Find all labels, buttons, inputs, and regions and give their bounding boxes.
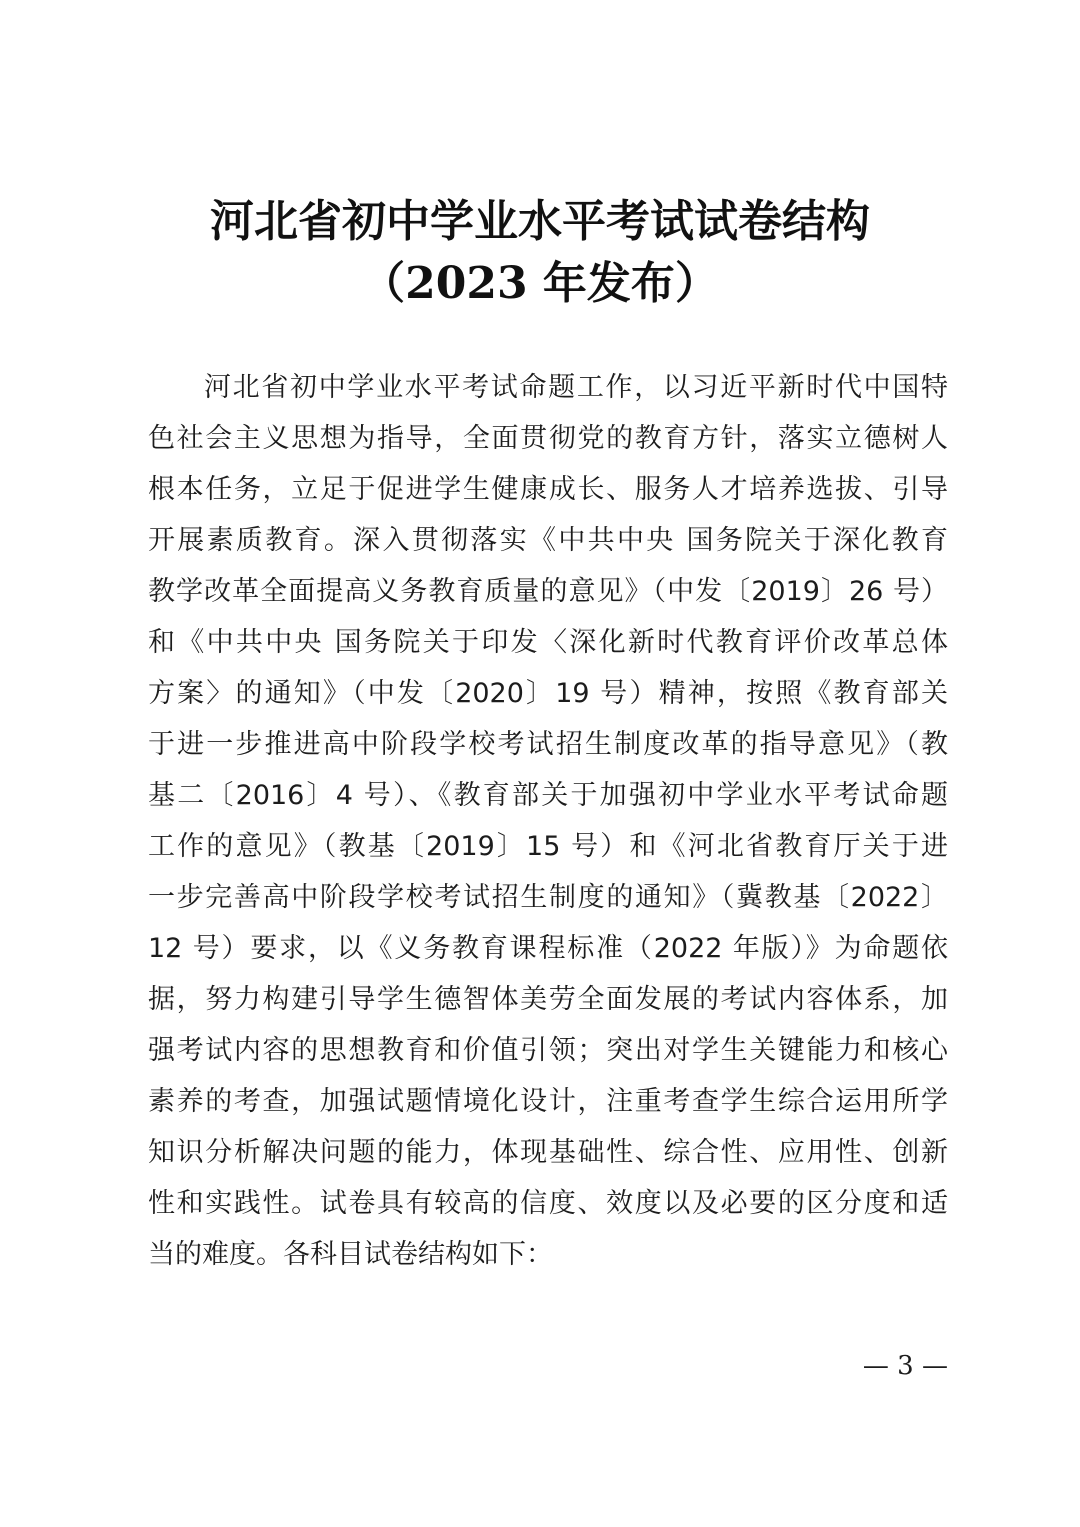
body-line: 工作的意见》（教基〔2019〕15 号）和《河北省教育厅关于进 (148, 831, 948, 862)
body-line: 一步完善高中阶段学校考试招生制度的通知》（冀教基〔2022〕 (148, 882, 948, 913)
body-line: 据，努力构建引导学生德智体美劳全面发展的考试内容体系，加 (148, 984, 948, 1015)
body-paragraph (148, 362, 948, 1280)
page-number: — 3 — (862, 1351, 948, 1381)
body-line: 素养的考查，加强试题情境化设计，注重考查学生综合运用所学 (148, 1086, 948, 1117)
body-line: 教学改革全面提高义务教育质量的意见》（中发〔2019〕26 号） (148, 576, 948, 607)
body-line: 开展素质教育。深入贯彻落实《中共中央 国务院关于深化教育 (148, 525, 948, 556)
body-line: 强考试内容的思想教育和价值引领；突出对学生关键能力和核心 (148, 1035, 948, 1066)
body-line: 性和实践性。试卷具有较高的信度、效度以及必要的区分度和适 (148, 1188, 948, 1219)
body-line: 根本任务，立足于促进学生健康成长、服务人才培养选拔、引导 (148, 474, 948, 505)
body-line: 知识分析解决问题的能力，体现基础性、综合性、应用性、创新 (148, 1137, 948, 1168)
body-line: 方案〉的通知》（中发〔2020〕19 号）精神，按照《教育部关 (148, 678, 948, 709)
body-line: 基二〔2016〕4 号）、《教育部关于加强初中学业水平考试命题 (148, 780, 948, 811)
document-title: 河北省初中学业水平考试试卷结构 (210, 196, 870, 247)
body-line: 12 号）要求，以《义务教育课程标准（2022 年版）》为命题依 (148, 933, 948, 964)
document-subtitle: （2023 年发布） (361, 258, 719, 309)
body-line: 于进一步推进高中阶段学校考试招生制度改革的指导意见》（教 (148, 729, 948, 760)
body-line: 河北省初中学业水平考试命题工作，以习近平新时代中国特 (204, 372, 948, 403)
body-line: 和《中共中央 国务院关于印发〈深化新时代教育评价改革总体 (148, 627, 948, 658)
body-line: 当的难度。各科目试卷结构如下： (148, 1239, 553, 1270)
body-line: 色社会主义思想为指导，全面贯彻党的教育方针，落实立德树人 (148, 423, 948, 454)
